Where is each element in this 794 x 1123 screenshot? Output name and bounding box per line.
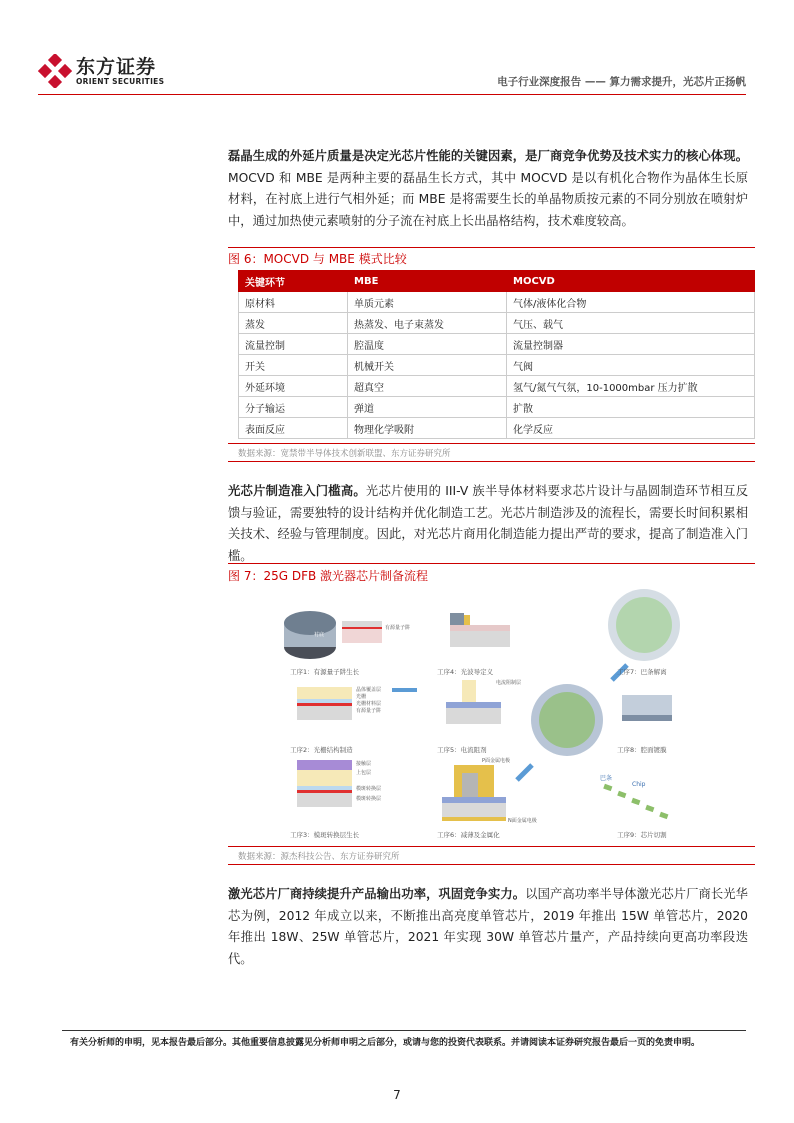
table-header-cell: MOCVD (507, 271, 755, 292)
label-n-metal: N面金属电极 (508, 818, 537, 824)
step1-label: 工序1：有源量子阱生长 (290, 668, 360, 676)
table-row (239, 313, 755, 334)
label-p-metal: P面金属电极 (482, 758, 511, 764)
table-cell: 流量控制器 (507, 334, 755, 355)
step8-label: 工序8：腔面镀膜 (617, 746, 667, 754)
paragraph-epitaxy-body: MOCVD 和 MBE 是两种主要的磊晶生长方式，其中 MOCVD 是以有机化合物作为晶体生长原材料，在衬底上进行气相外延；而 MBE 是将需要生长的单晶物质按元素的不同分别放在喷射炉中，通过加热使元素喷射的分子流在衬底上长出晶格结构，技术难度较高。 (228, 170, 748, 228)
label-grating-cover: 晶体覆盖层 (356, 687, 382, 693)
fig6-bottom-rule (228, 443, 755, 444)
label-substrate: 衬底 (314, 632, 325, 638)
table-cell: 化学反应 (507, 418, 755, 439)
center-wafer (531, 684, 603, 756)
table-cell: 物理化学吸附 (348, 418, 507, 439)
fig6-source-rule (228, 461, 755, 462)
table-cell: 超真空 (348, 376, 507, 397)
table-cell: 腔温度 (348, 334, 507, 355)
table-header-cell: MBE (348, 271, 507, 292)
step4-label: 工序4：光波导定义 (437, 668, 494, 676)
header-divider (38, 94, 746, 95)
label-active-qw: 有源量子阱 (385, 625, 411, 631)
table-row (239, 376, 755, 397)
table-row (239, 292, 755, 313)
fig6-title: 图 6：MOCVD 与 MBE 模式比较 (228, 252, 407, 266)
company-logo (38, 52, 198, 92)
table-row (239, 355, 755, 376)
table-row (239, 418, 755, 439)
table-header-row (239, 271, 755, 292)
step4-waveguide (450, 613, 510, 647)
fig7-top-rule (228, 563, 755, 564)
table-cell: 单质元素 (348, 292, 507, 313)
label-mode-conv: 模斑转换层 (356, 786, 382, 792)
fig7-source-rule (228, 864, 755, 865)
step9-label: 工序9：芯片切割 (617, 831, 667, 839)
step2-label: 工序2：光栅结构制造 (290, 746, 353, 754)
label-upper-clad: 上包层 (356, 770, 372, 776)
table-row (239, 397, 755, 418)
step9-chips (603, 784, 668, 819)
step2-grating (297, 687, 352, 720)
step1-wafer (284, 611, 382, 659)
arrow-icon (517, 765, 532, 780)
step3-layers (297, 760, 352, 807)
step7-label: 工序7：巴条解离 (617, 668, 667, 676)
label-current-block: 电流阻制层 (496, 680, 522, 686)
step5-label: 工序5：电流阻剂 (437, 746, 487, 754)
table-cell: 蒸发 (239, 313, 348, 334)
paragraph-epitaxy (228, 146, 748, 232)
fig7-bottom-rule (228, 846, 755, 847)
label-grating-layer: 光栅材料层 (356, 701, 382, 707)
table-cell: 气压、载气 (507, 313, 755, 334)
fig6-source: 数据来源：宽禁带半导体技术创新联盟、东方证券研究所 (238, 449, 451, 459)
logo-diamond-icon (38, 54, 72, 88)
table-cell: 氢气/氮气气氛，10-1000mbar 压力扩散 (507, 376, 755, 397)
table-cell: 扩散 (507, 397, 755, 418)
table-cell: 原材料 (239, 292, 348, 313)
page-number: 7 (393, 1088, 401, 1102)
logo-chinese-name: 东方证券 (76, 56, 157, 78)
paragraph-laser-power-body: 以国产高功率半导体激光芯片厂商长光华芯为例，2012 年成立以来，不断推出高亮度单管芯片，2019 年推出 15W 单管芯片，2020 年推出 18W、25W 单管芯片，2021 年实现 30W 单管芯片量产，产品持续向更高功率段迭代。 (228, 887, 748, 966)
table-cell: 热蒸发、电子束蒸发 (348, 313, 507, 334)
fig6-comparison-table (238, 270, 755, 439)
table-header-cell: 关键环节 (239, 271, 348, 292)
paragraph-laser-power (228, 884, 748, 970)
label-bar: 巴条 (600, 775, 613, 782)
table-cell: 分子输运 (239, 397, 348, 418)
table-cell: 机械开关 (348, 355, 507, 376)
report-title: 电子行业深度报告 —— 算力需求提升，光芯片正扬帆 (497, 76, 746, 88)
table-cell: 表面反应 (239, 418, 348, 439)
paragraph-barrier-body: 光芯片使用的 III-V 族半导体材料要求芯片设计与晶圆制造环节相互反馈与验证，需要独特的设计结构并优化制造工艺。光芯片制造涉及的流程长，需要长时间积累相关技术、经验与管理制度。因此，对光芯片商用化制造能力提出严苛的要求，提高了制造准入门槛。 (228, 484, 748, 563)
logo-english-name: ORIENT SECURITIES (76, 77, 165, 86)
step3-label: 工序3：模斑转换层生长 (290, 831, 360, 839)
paragraph-laser-power-lead: 激光芯片厂商持续提升产品输出功率，巩固竞争实力。 (228, 887, 526, 901)
table-cell: 流量控制 (239, 334, 348, 355)
label-grating: 光栅 (356, 694, 367, 700)
fig7-source: 数据来源：源杰科技公告、东方证券研究所 (238, 852, 400, 862)
fig6-top-rule (228, 247, 755, 248)
step6-metal (442, 765, 506, 821)
label-contact: 接触层 (356, 761, 372, 767)
paragraph-epitaxy-lead: 磊晶生成的外延片质量是决定光芯片性能的关键因素，是厂商竞争优势及技术实力的核心体现。 (228, 149, 748, 163)
label-mode-conv2: 模斑转换层 (356, 796, 382, 802)
fig7-title: 图 7：25G DFB 激光器芯片制备流程 (228, 569, 429, 583)
footer-disclaimer: 有关分析师的申明，见本报告最后部分。其他重要信息披露见分析师申明之后部分，或请与您的投资代表联系。并请阅读本证券研究报告最后一页的免责申明。 (70, 1038, 701, 1048)
table-cell: 弹道 (348, 397, 507, 418)
process-illustration (232, 585, 752, 845)
table-cell: 外延环境 (239, 376, 348, 397)
footer-divider (62, 1030, 746, 1031)
step6-label: 工序6：减薄及金属化 (437, 831, 500, 839)
paragraph-barrier (228, 481, 748, 567)
fig7-process-diagram (232, 585, 752, 845)
table-row (239, 334, 755, 355)
label-qw: 有源量子阱 (356, 708, 382, 714)
table-cell: 气体/液体化合物 (507, 292, 755, 313)
step7-wafer (608, 589, 680, 661)
step8-coating (622, 695, 672, 721)
paragraph-barrier-lead: 光芯片制造准入门槛高。 (228, 484, 366, 498)
table-cell: 气阀 (507, 355, 755, 376)
step5-current-block (446, 680, 501, 724)
table-cell: 开关 (239, 355, 348, 376)
label-chip: Chip (632, 781, 646, 788)
